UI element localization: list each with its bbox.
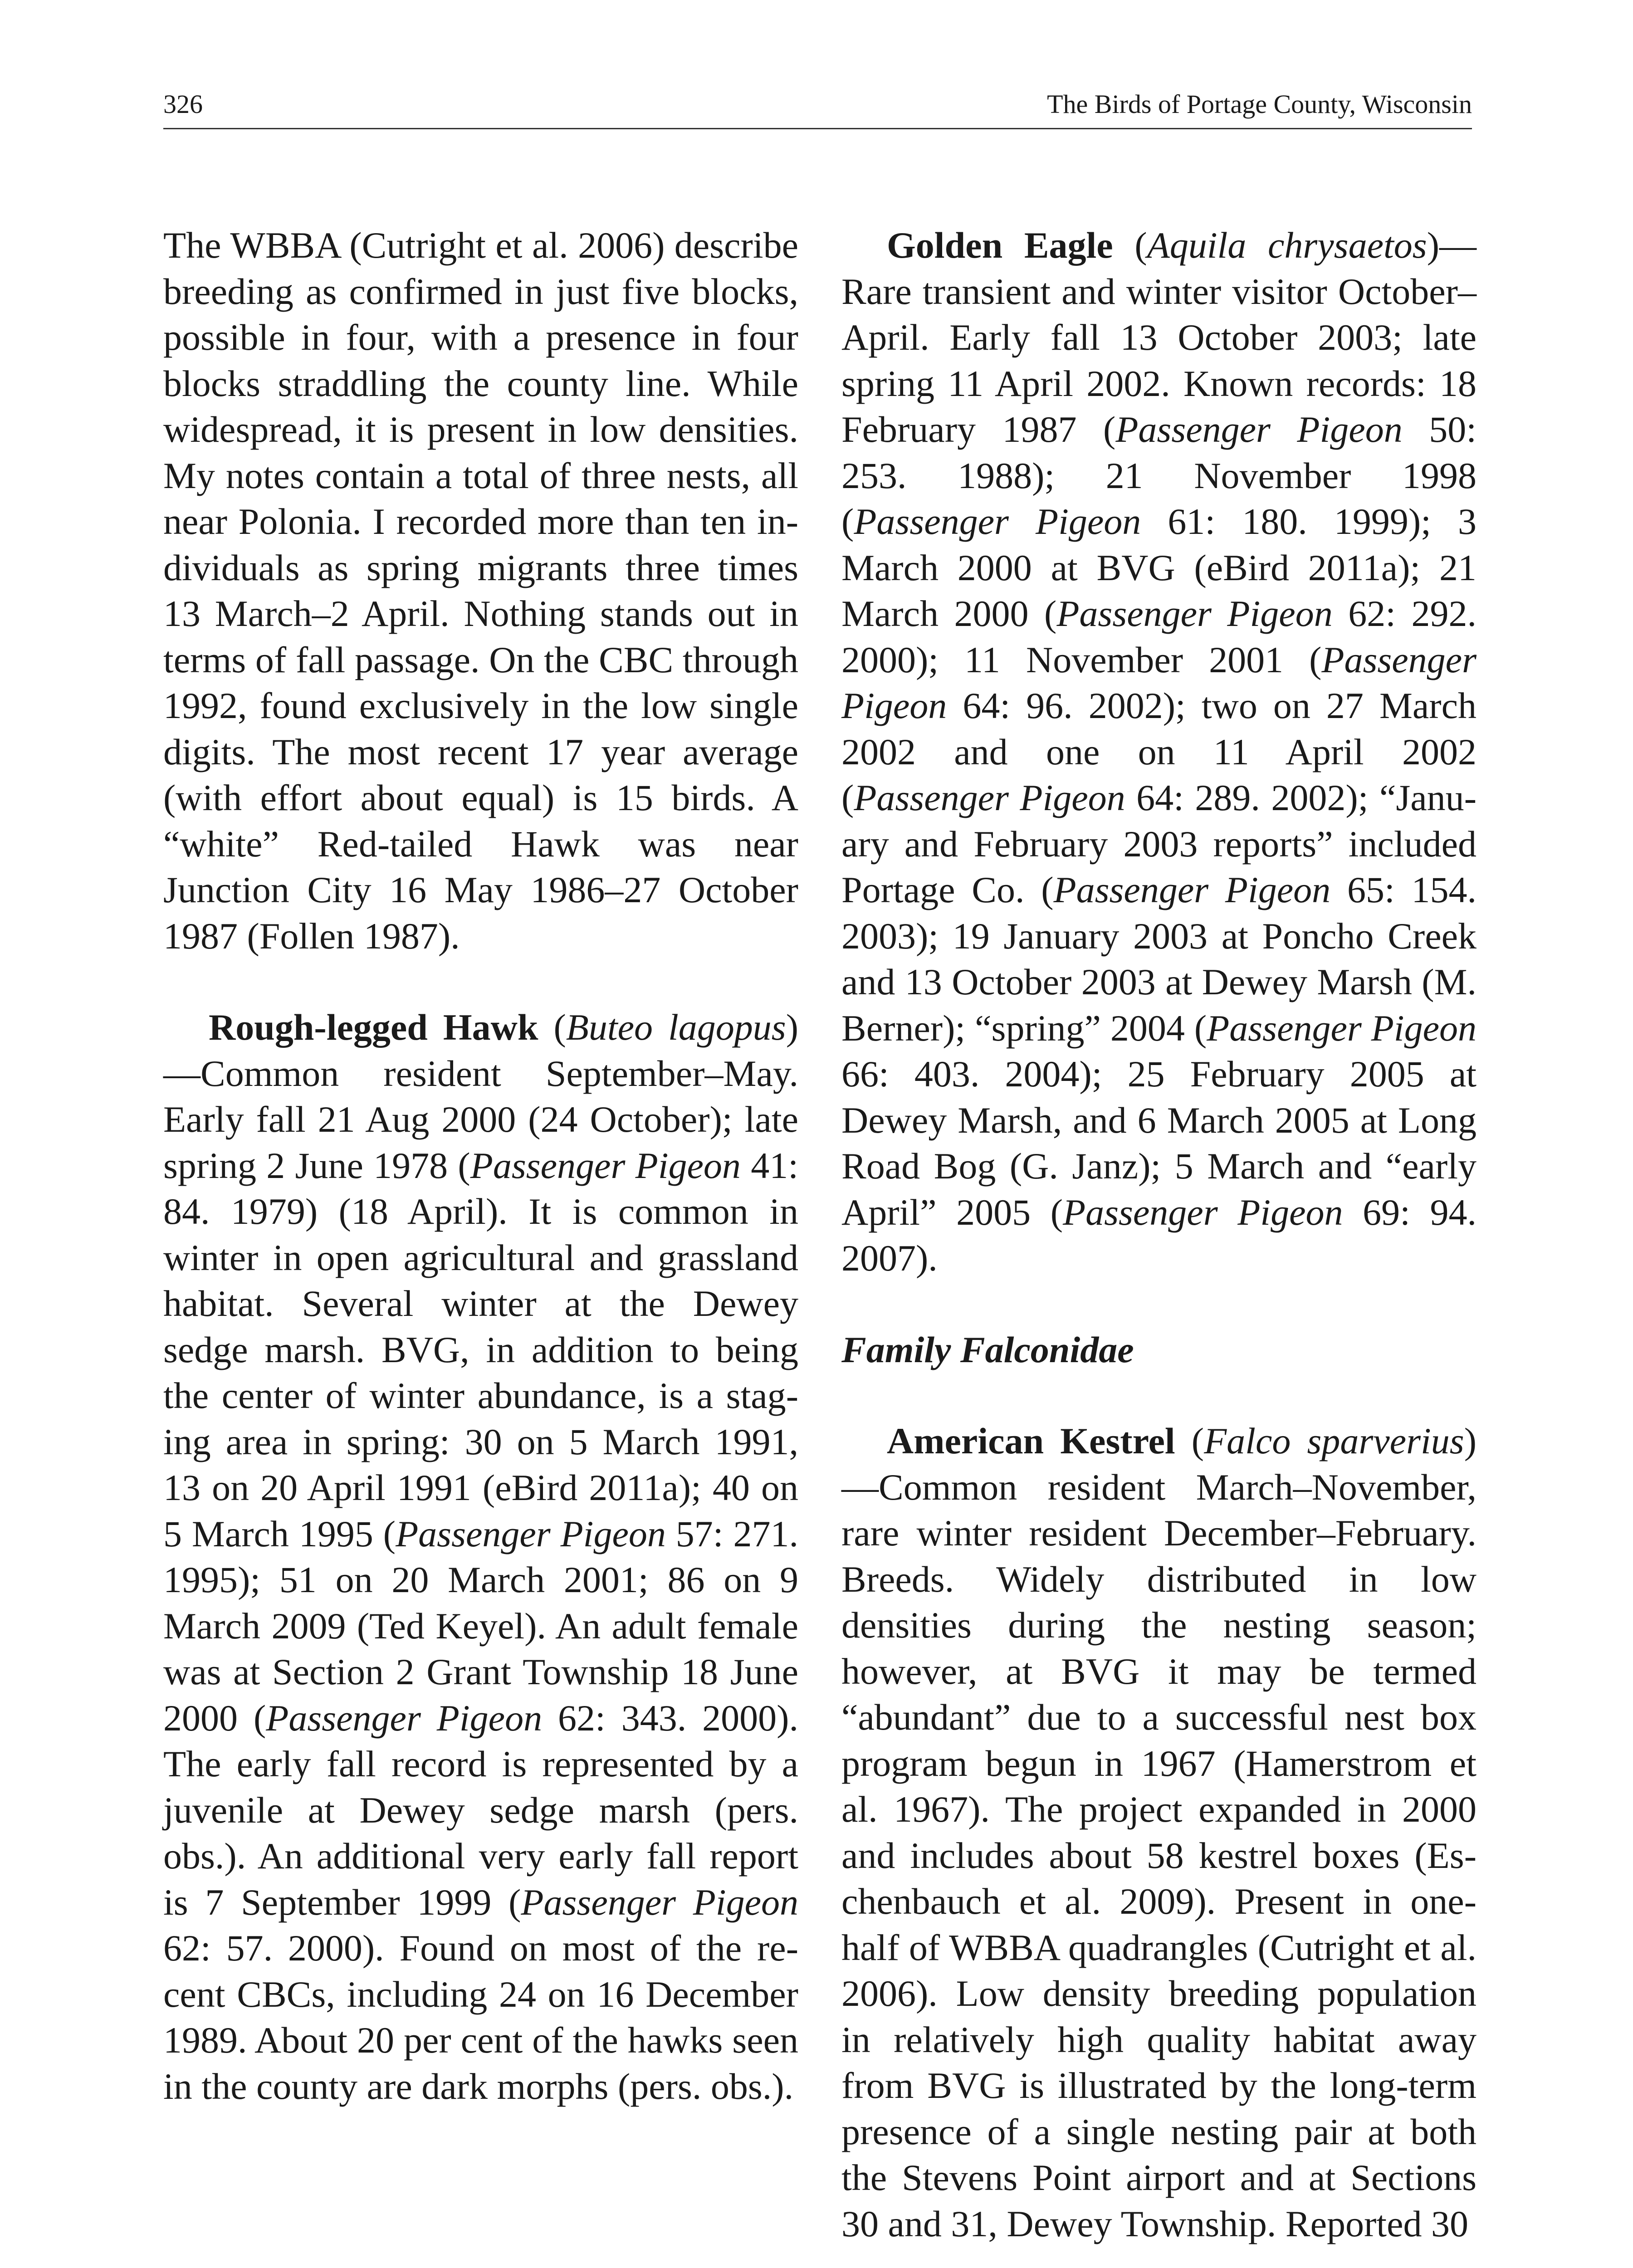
source-title: Passenger Pigeon — [396, 1513, 666, 1554]
sci-open: ( — [1113, 225, 1147, 266]
source-title: Passenger Pigeon — [854, 777, 1125, 818]
left-column — [163, 222, 798, 2109]
entry-text: 50: 253. 1988); 21 November 1998 ( — [841, 409, 1477, 542]
sci-open: ( — [538, 1007, 566, 1048]
american-kestrel-entry — [841, 1418, 1477, 2247]
entry-text: 41: 84. 1979) (18 April). It is common in winter in open agricultural and grassland habitat. Several winter at the Dewey sedge marsh. BVG, in addition to being the center of winter abundance, is a staging area in spring: 30 on 5 March 1991, 13 on 20 April 1991 (eBird 2011a); 40 on 5 March 1995 ( — [163, 1144, 798, 1554]
scientific-name: Falco sparverius — [1204, 1420, 1464, 1461]
source-title: Passenger Pigeon — [1053, 869, 1331, 910]
source-title: Passenger Pigeon — [521, 1881, 798, 1923]
source-title: Passenger Pigeon — [841, 639, 1477, 726]
sci-open: ( — [1175, 1420, 1204, 1461]
entry-text: 61: 180. 1999); 3 March 2000 at BVG (eBird 2011a); 21 March 2000 ( — [841, 501, 1477, 634]
source-title: Passenger Pigeon — [1056, 593, 1333, 634]
entry-text: 62: 292. 2000); 11 November 2001 ( — [841, 593, 1477, 680]
species-name: Golden Eagle — [887, 225, 1113, 266]
red-tailed-hawk-continuation: The WBBA (Cutright et al. 2006) describe breeding as confirmed in just five blocks, possible in four, with a presence in four blocks straddling the county line. While widespread, it is present in low densities. My notes contain a total of three nests, all near Polonia. I recorded more than ten individuals as spring migrants three times 13 March–2 April. Nothing stands out in terms of fall passage. On the CBC through 1992, found exclusively in the low single digits. The most recent 17 year average (with effort about equal) is 15 birds. A “white” Red-tailed Hawk was near Junction City 16 May 1986–27 October 1987 (Follen 1987). — [163, 225, 798, 957]
entry-text: 57: 271. 1995); 51 on 20 March 2001; 86 on 9 March 2009 (Ted Keyel). An adult female was at Section 2 Grant Township 18 June 2000 ( — [163, 1513, 798, 1739]
source-title: Passenger Pigeon — [1115, 409, 1403, 450]
rough-legged-hawk-entry — [163, 1004, 798, 2109]
entry-text: 64: 96. 2002); two on 27 March 2002 and one on 11 April 2002 ( — [841, 685, 1477, 818]
entry-text: 62: 343. 2000). The early fall record is represented by a juvenile at Dewey sedge marsh (pers. obs.). An additional very early fall report is 7 September 1999 ( — [163, 1697, 798, 1923]
entry-text: )—Rare transient and winter visitor October–April. Early fall 13 October 2003; late spring 11 April 2002. Known records: 18 February 1987 ( — [841, 225, 1477, 450]
source-title: Passenger Pigeon — [470, 1144, 741, 1186]
species-name: American Kestrel — [887, 1420, 1175, 1461]
source-title: Passenger Pigeon — [854, 501, 1141, 542]
species-name: Rough-legged Hawk — [209, 1007, 538, 1048]
page-number: 326 — [163, 89, 203, 119]
source-title: Passenger Pigeon — [266, 1697, 543, 1739]
source-title: Passenger Pigeon — [1207, 1007, 1477, 1049]
scientific-name: Buteo lagopus — [566, 1007, 786, 1048]
running-title: The Birds of Portage County, Wisconsin — [1047, 89, 1472, 119]
paragraph-gap — [841, 1373, 1477, 1418]
entry-text: 65: 154. 2003); 19 January 2003 at Poncho Creek and 13 October 2003 at Dewey Marsh (M. Berner); “spring” 2004 ( — [841, 869, 1477, 1049]
source-title: Passenger Pigeon — [1063, 1191, 1343, 1233]
header-rule — [163, 128, 1472, 129]
golden-eagle-entry — [841, 222, 1477, 1281]
entry-text: 62: 57. 2000). Found on most of the recent CBCs, including 24 on 16 December 1989. About 20 per cent of the hawks seen in the county are dark morphs (pers. obs.). — [163, 1927, 798, 2107]
family-heading: Family Falconidae — [841, 1329, 1134, 1370]
scientific-name: Aquila chrysaetos — [1147, 225, 1427, 266]
entry-text: )—Common resident September–May. Early fall 21 Aug 2000 (24 October); late spring 2 June 1978 ( — [163, 1007, 799, 1186]
paragraph-gap — [841, 1281, 1477, 1327]
entry-text: 69: 94. 2007). — [841, 1191, 1477, 1279]
entry-text: )—Common resident March–November, rare winter resident December–February. Breeds. Widely distributed in low densities during the nesting season; however, at BVG it may be termed “abundant” due to a successful nest box program begun in 1967 (Hamerstrom et al. 1967). The project expanded in 2000 and includes about 58 kestrel boxes (Eschenbauch et al. 2009). Present in one-half of WBBA quadrangles (Cutright et al. 2006). Low density breeding population in relatively high quality habitat away from BVG is illustrated by the long-term presence of a single nesting pair at both the Stevens Point airport and at Sections 30 and 31, Dewey Township. Reported 30 — [841, 1420, 1477, 2244]
entry-text: 66: 403. 2004); 25 February 2005 at Dewey Marsh, and 6 March 2005 at Long Road Bog (G. Janz); 5 March and “early April” 2005 ( — [841, 1053, 1477, 1233]
right-column — [841, 222, 1477, 2247]
entry-text: 64: 289. 2002); “January and February 2003 reports” included Portage Co. ( — [841, 777, 1477, 910]
running-header — [163, 86, 1472, 122]
paragraph-gap — [163, 959, 798, 1004]
